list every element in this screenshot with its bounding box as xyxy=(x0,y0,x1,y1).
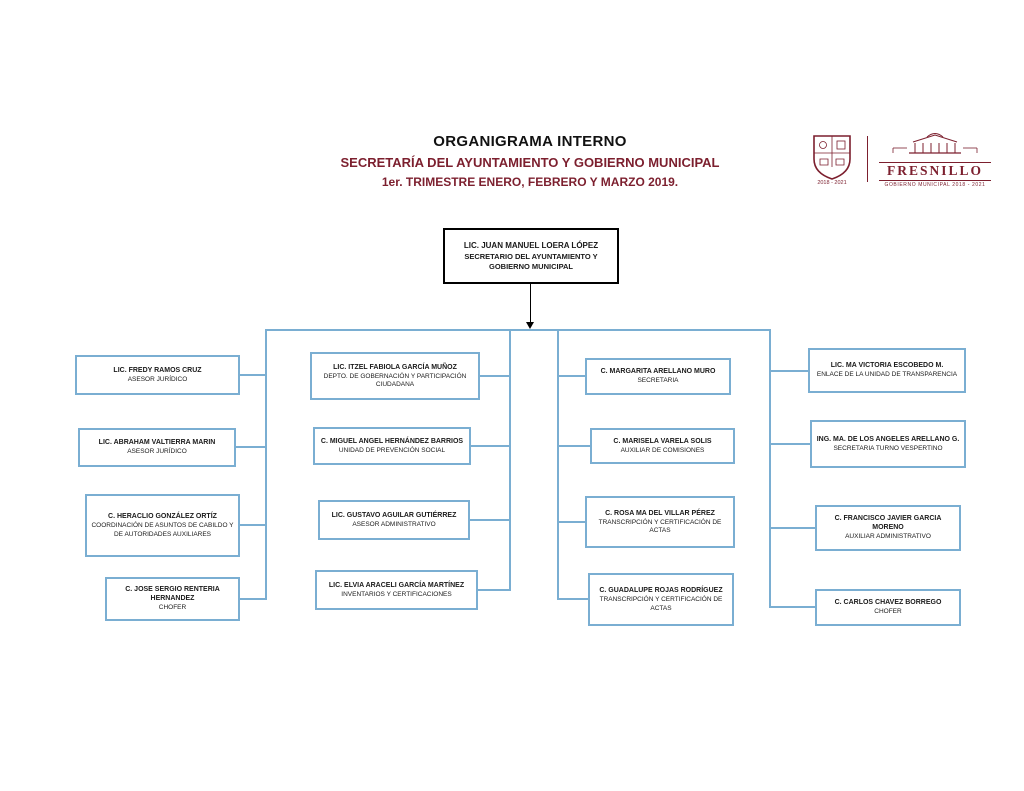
person-name: C. FRANCISCO JAVIER GARCIA MORENO xyxy=(834,515,942,532)
connector-line xyxy=(265,329,771,331)
connector-line xyxy=(769,606,817,608)
person-role: DEPTO. DE GOBERNACIÓN Y PARTICIPACIÓN CIUDADANA xyxy=(323,372,467,389)
fresnillo-logo xyxy=(877,130,993,188)
connector-line xyxy=(236,446,267,448)
org-node xyxy=(75,355,240,395)
page-subtitle: SECRETARÍA DEL AYUNTAMIENTO Y GOBIERNO MUNICIPAL xyxy=(340,155,720,170)
org-node xyxy=(590,428,735,464)
person-role: ASESOR JURÍDICO xyxy=(127,375,188,383)
person-role: SECRETARIA TURNO VESPERTINO xyxy=(833,444,943,452)
person-name: C. JOSE SERGIO RENTERIA HERNANDEZ xyxy=(125,586,220,603)
person-name: LIC. ELVIA ARACELI GARCÍA MARTÍNEZ xyxy=(328,581,465,589)
fresnillo-tagline: GOBIERNO MUNICIPAL 2018 - 2021 xyxy=(884,181,986,188)
connector-line xyxy=(240,374,267,376)
org-node xyxy=(318,500,470,540)
connector-line xyxy=(530,284,531,324)
org-node xyxy=(78,428,236,467)
page-title: ORGANIGRAMA INTERNO xyxy=(433,133,627,150)
person-role: ENLACE DE LA UNIDAD DE TRANSPARENCIA xyxy=(816,371,958,379)
connector-line xyxy=(769,370,810,372)
person-name: LIC. JUAN MANUEL LOERA LÓPEZ xyxy=(463,240,599,250)
person-name: LIC. ABRAHAM VALTIERRA MARIN xyxy=(98,439,216,447)
logo-divider xyxy=(867,136,868,182)
connector-line xyxy=(470,519,511,521)
org-node xyxy=(585,358,731,395)
person-name: C. MARGARITA ARELLANO MURO xyxy=(600,368,716,376)
person-role: ASESOR ADMINISTRATIVO xyxy=(352,520,436,528)
person-role: CHOFER xyxy=(158,604,187,612)
person-name: C. MIGUEL ANGEL HERNÁNDEZ BARRIOS xyxy=(320,437,464,445)
connector-line xyxy=(509,329,511,590)
connector-line xyxy=(478,589,511,591)
person-role: TRANSCRIPCIÓN Y CERTIFICACIÓN DE ACTAS xyxy=(599,596,723,612)
person-name: C. ROSA MA DEL VILLAR PÉREZ xyxy=(605,509,715,517)
connector-line xyxy=(557,375,587,377)
connector-line xyxy=(471,445,511,447)
person-name: LIC. FREDY RAMOS CRUZ xyxy=(113,366,202,374)
person-role: UNIDAD DE PREVENCIÓN SOCIAL xyxy=(338,446,446,454)
logo-block xyxy=(806,131,993,187)
person-role: ASESOR JURÍDICO xyxy=(127,448,187,456)
connector-line xyxy=(557,598,590,600)
root-node xyxy=(443,228,619,284)
org-node xyxy=(105,577,240,621)
org-node xyxy=(310,352,480,400)
page-header xyxy=(255,133,805,189)
org-node xyxy=(85,494,240,557)
person-role: COORDINACIÓN DE ASUNTOS DE CABILDO Y DE AUTORIDADES AUXILIARES xyxy=(91,522,234,538)
person-role: SECRETARIO DEL AYUNTAMIENTO Y GOBIERNO MUNICIPAL xyxy=(464,251,598,271)
connector-line xyxy=(480,375,511,377)
connector-line xyxy=(240,598,267,600)
person-role: AUXILIAR DE COMISIONES xyxy=(620,446,705,454)
person-name: ING. MA. DE LOS ANGELES ARELLANO G. xyxy=(816,435,960,443)
org-node xyxy=(315,570,478,610)
logo-rule-bottom xyxy=(879,180,991,181)
connector-line xyxy=(557,521,587,523)
fresnillo-wordmark: FRESNILLO xyxy=(886,163,984,179)
org-node xyxy=(585,496,735,548)
building-icon xyxy=(879,130,991,156)
org-node xyxy=(815,505,961,551)
person-name: C. MARISELA VARELA SOLIS xyxy=(613,437,712,445)
person-role: AUXILIAR ADMINISTRATIVO xyxy=(845,533,931,541)
person-role: CHOFER xyxy=(874,608,902,616)
arrowhead-icon xyxy=(526,322,534,329)
municipal-seal-icon xyxy=(806,133,858,185)
connector-line xyxy=(240,524,267,526)
seal-years: 2018 - 2021 xyxy=(817,180,847,185)
person-name: C. HERACLIO GONZÁLEZ ORTÍZ xyxy=(108,513,217,521)
person-name: C. CARLOS CHAVEZ BORREGO xyxy=(834,599,942,607)
person-role: INVENTARIOS Y CERTIFICACIONES xyxy=(341,590,452,598)
connector-line xyxy=(769,443,812,445)
person-name: LIC. MA VICTORIA ESCOBEDO M. xyxy=(830,362,944,370)
org-node xyxy=(588,573,734,626)
org-node xyxy=(313,427,471,465)
connector-line xyxy=(557,445,592,447)
page-period: 1er. TRIMESTRE ENERO, FEBRERO Y MARZO 2019. xyxy=(381,175,679,189)
connector-line xyxy=(557,329,559,600)
person-role: SECRETARIA xyxy=(637,377,679,385)
person-name: LIC. GUSTAVO AGUILAR GUTIÉRREZ xyxy=(331,511,457,519)
person-name: LIC. ITZEL FABIOLA GARCÍA MUÑOZ xyxy=(333,363,457,371)
person-name: C. GUADALUPE ROJAS RODRÍGUEZ xyxy=(599,587,723,595)
org-node xyxy=(808,348,966,393)
person-role: TRANSCRIPCIÓN Y CERTIFICACIÓN DE ACTAS xyxy=(598,518,722,535)
connector-line xyxy=(769,527,817,529)
org-node xyxy=(815,589,961,626)
org-node xyxy=(810,420,966,468)
connector-line xyxy=(265,329,267,600)
